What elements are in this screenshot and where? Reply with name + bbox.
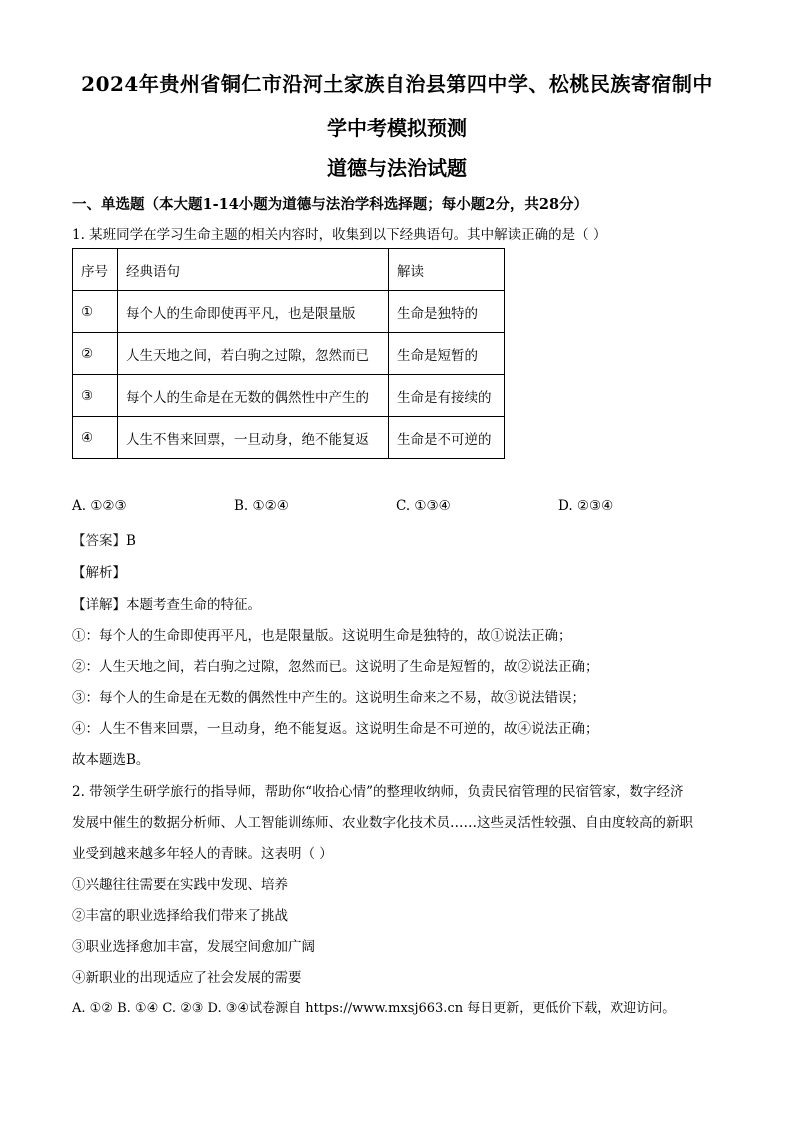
- q1-option-c: C. ①③④: [396, 498, 451, 514]
- table-cell-index: ②: [73, 333, 118, 375]
- table-cell-index: ③: [73, 375, 118, 417]
- q2-statement-3: ③职业选择愈加丰富，发展空间愈加广阔: [72, 939, 315, 955]
- table-header-row: [73, 249, 505, 291]
- table-cell-interpretation: 生命是有接续的: [389, 375, 505, 417]
- table-cell-quote: 每个人的生命即使再平凡，也是限量版: [118, 291, 389, 333]
- answer-label: 【答案】: [72, 533, 126, 549]
- table-row: [73, 291, 505, 333]
- table-cell-interpretation: 生命是短暂的: [389, 333, 505, 375]
- section-heading: 一、单选题（本大题1-14小题为道德与法治学科选择题；每小题2分，共28分）: [72, 196, 589, 213]
- table-cell-interpretation: 生命是不可逆的: [389, 417, 505, 459]
- q2-options-and-footer: [72, 997, 675, 1016]
- footer-note: 试卷源自 https://www.mxsj663.cn 每日更新，更低价下载，欢迎访问。: [249, 1001, 676, 1016]
- q2-stem-line3: 业受到越来越多年轻人的青睐。这表明（ ）: [72, 846, 333, 862]
- exam-title-line1: 2024年贵州省铜仁市沿河土家族自治县第四中学、松桃民族寄宿制中: [81, 72, 713, 96]
- q1-explanation-2: ②：人生天地之间，若白驹之过隙，忽然而已。这说明了生命是短暂的，故②说法正确；: [72, 659, 599, 675]
- table-cell-interpretation: 生命是独特的: [389, 291, 505, 333]
- q2-statement-2: ②丰富的职业选择给我们带来了挑战: [72, 908, 288, 924]
- q2-statement-4: ④新职业的出现适应了社会发展的需要: [72, 970, 302, 986]
- table-row: [73, 375, 505, 417]
- q2-options: A. ①② B. ①④ C. ②③ D. ③④: [72, 1001, 250, 1016]
- q1-explanation-1: ①：每个人的生命即使再平凡，也是限量版。这说明生命是独特的，故①说法正确；: [72, 628, 572, 644]
- table-row: [73, 333, 505, 375]
- table-row: [73, 417, 505, 459]
- q1-option-b: B. ①②④: [234, 498, 289, 514]
- q1-option-d: D. ②③④: [558, 498, 614, 514]
- q2-statement-1: ①兴趣往往需要在实践中发现、培养: [72, 877, 288, 893]
- q1-analysis-label: 【解析】: [72, 565, 126, 581]
- q1-explanation-4: ④：人生不售来回票，一旦动身，绝不能复返。这说明生命是不可逆的，故④说法正确；: [72, 721, 599, 737]
- table-cell-quote: 人生天地之间，若白驹之过隙，忽然而已: [118, 333, 389, 375]
- table-cell-index: ①: [73, 291, 118, 333]
- q2-stem-line1: 2. 带领学生研学旅行的指导师，帮助你“收拾心情”的整理收纳师，负责民宿管理的民宿管家，数字经济: [72, 784, 684, 800]
- q1-detail: 【详解】本题考查生命的特征。: [72, 597, 261, 613]
- exam-subject-title: 道德与法治试题: [327, 156, 467, 180]
- exam-title-line2: 学中考模拟预测: [327, 116, 467, 140]
- table-cell-quote: 人生不售来回票，一旦动身，绝不能复返: [118, 417, 389, 459]
- q1-stem: 1. 某班同学在学习生命主题的相关内容时，收集到以下经典语句。其中解读正确的是（ ）: [72, 227, 607, 243]
- table-header-cell: 经典语句: [118, 249, 389, 291]
- q2-stem-line2: 发展中催生的数据分析师、人工智能训练师、农业数字化技术员……这些灵活性较强、自由度较高的新职: [72, 815, 693, 831]
- table-cell-index: ④: [73, 417, 118, 459]
- q1-explanation-3: ③：每个人的生命是在无数的偶然性中产生的。这说明生命来之不易，故③说法错误；: [72, 690, 585, 706]
- table-header-cell: 序号: [73, 249, 118, 291]
- table-header-cell: 解读: [389, 249, 505, 291]
- q1-answer: [72, 529, 136, 549]
- answer-value: B: [126, 533, 136, 549]
- table-cell-quote: 每个人的生命是在无数的偶然性中产生的: [118, 375, 389, 417]
- q1-conclusion: 故本题选B。: [72, 752, 150, 768]
- q1-table: [72, 248, 505, 459]
- q1-option-a: A. ①②③: [72, 498, 127, 514]
